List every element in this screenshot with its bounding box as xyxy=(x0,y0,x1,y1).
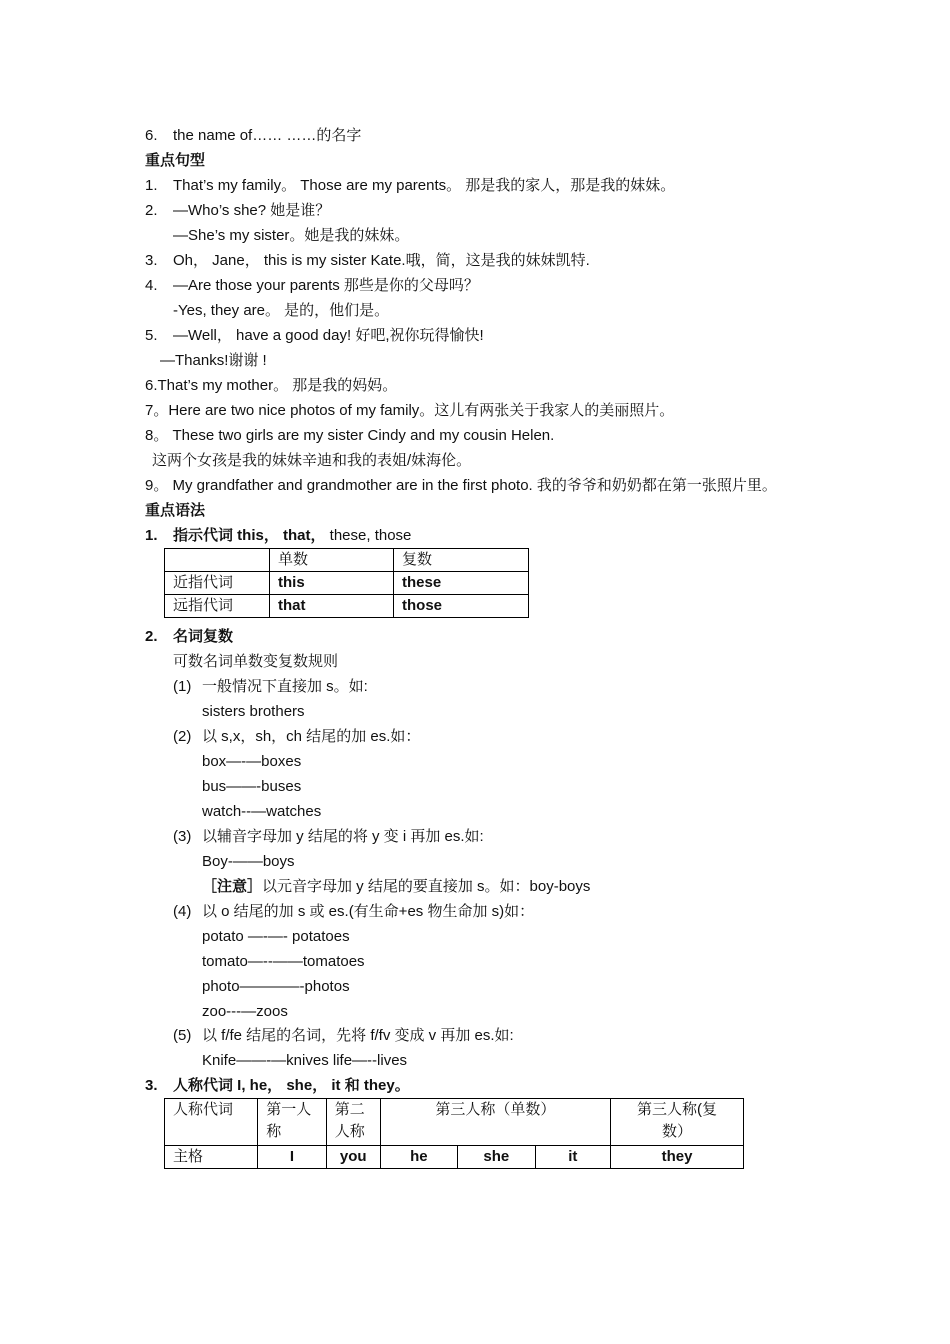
table-header-cell: 复数 xyxy=(394,549,529,572)
sentence-item: —Well， have a good day! 好吧,祝你玩得愉快! xyxy=(173,327,484,344)
list-number: 1. xyxy=(145,527,158,544)
sentence-item: 这两个女孩是我的妹妹辛迪和我的表姐/妹海伦。 xyxy=(152,452,472,469)
rule-text: 以 f/fe 结尾的名词，先将 f/fv 变成 v 再加 es.如: xyxy=(202,1027,514,1044)
table-cell: this xyxy=(270,572,394,595)
table-cell: he xyxy=(380,1146,457,1169)
rule-example: watch--—watches xyxy=(202,803,322,820)
rule-number: (5) xyxy=(173,1027,192,1044)
sentence-item: -Yes, they are。 是的，他们是。 xyxy=(173,302,390,319)
table-row-label: 远指代词 xyxy=(165,595,270,618)
list-number: 3. xyxy=(145,1077,158,1094)
table-cell: they xyxy=(611,1146,744,1169)
header-line: 人称 xyxy=(334,1123,365,1140)
rule-example: potato —-—- potatoes xyxy=(202,928,350,945)
section-heading-grammar: 重点语法 xyxy=(145,502,206,519)
list-number: 2. xyxy=(145,628,158,645)
rule-number: (2) xyxy=(173,728,192,745)
rule-text: 以 o 结尾的加 s 或 es.(有生命+es 物生命加 s)如： xyxy=(202,903,535,920)
header-line: 第一人 xyxy=(266,1101,312,1118)
grammar-point-title-rest: these, those xyxy=(329,527,412,544)
list-number: 3. xyxy=(145,252,158,269)
table-cell: those xyxy=(394,595,529,618)
table-cell: that xyxy=(270,595,394,618)
header-line: 数） xyxy=(662,1123,693,1140)
table-header-cell: 人称代词 xyxy=(165,1099,258,1146)
list-number: 5. xyxy=(145,327,158,344)
header-line: 称 xyxy=(266,1123,282,1140)
rule-number: (1) xyxy=(173,678,192,695)
header-line: 第三人称(复 xyxy=(637,1101,717,1118)
table-row-label: 主格 xyxy=(165,1146,258,1169)
rule-example: box—-—boxes xyxy=(202,753,302,770)
sentence-item: Oh， Jane， this is my sister Kate.哦，简，这是我的妹妹凯特. xyxy=(173,252,590,269)
table-header-cell xyxy=(258,1099,327,1146)
sentence-item: —Are those your parents 那些是你的父母吗？ xyxy=(173,277,479,294)
table-cell: she xyxy=(458,1146,536,1169)
list-number: 6. xyxy=(145,127,158,144)
personal-pronoun-table xyxy=(164,1098,744,1169)
list-number: 4. xyxy=(145,277,158,294)
rule-text: 一般情况下直接加 s。如: xyxy=(202,678,368,695)
section-heading-sentences: 重点句型 xyxy=(145,152,206,169)
table-cell: you xyxy=(326,1146,380,1169)
rule-example: Knife——-—knives life—--lives xyxy=(202,1052,408,1069)
rule-number: (4) xyxy=(173,903,192,920)
rule-example: photo————-photos xyxy=(202,978,350,995)
table-cell xyxy=(165,549,270,572)
grammar-point-title: 名词复数 xyxy=(173,628,234,645)
table-row-label: 近指代词 xyxy=(165,572,270,595)
rule-example: tomato—--——tomatoes xyxy=(202,953,365,970)
rule-example: sisters brothers xyxy=(202,703,305,720)
table-header-cell: 单数 xyxy=(270,549,394,572)
grammar-point-title-bold: 指示代词 this， that， xyxy=(173,527,330,544)
sentence-item: —Who’s she? 她是谁？ xyxy=(173,202,331,219)
grammar-intro: 可数名词单数变复数规则 xyxy=(173,653,339,670)
rule-text: 以 s,x，sh，ch 结尾的加 es.如： xyxy=(202,728,421,745)
table-header-cell xyxy=(326,1099,380,1146)
sentence-item: 8。 These two girls are my sister Cindy and my cousin Helen. xyxy=(145,427,555,444)
vocab-item: the name of…… ……的名字 xyxy=(173,127,362,144)
list-number: 1. xyxy=(145,177,158,194)
rule-text: 以辅音字母加 y 结尾的将 y 变 i 再加 es.如: xyxy=(202,828,484,845)
sentence-item: That’s my family。 Those are my parents。 那是我的家人，那是我的妹妹。 xyxy=(173,177,676,194)
rule-note-text: 以元音字母加 y 结尾的要直接加 s。如：boy-boys xyxy=(262,878,591,895)
table-cell: these xyxy=(394,572,529,595)
demonstrative-table xyxy=(164,548,529,618)
sentence-item: 9。 My grandfather and grandmother are in the first photo. 我的爷爷和奶奶都在第一张照片里。 xyxy=(145,477,777,494)
rule-example: zoo---—zoos xyxy=(202,1003,288,1020)
table-cell: I xyxy=(258,1146,327,1169)
rule-note-label: ［注意］ xyxy=(202,878,263,895)
grammar-point-title: 人称代词 I, he， she， it 和 they。 xyxy=(173,1077,410,1094)
rule-example: bus——-buses xyxy=(202,778,302,795)
rule-note xyxy=(202,877,590,897)
sentence-item: 7。Here are two nice photos of my family。这儿有两张关于我家人的美丽照片。 xyxy=(145,402,675,419)
table-cell: it xyxy=(535,1146,610,1169)
header-line: 第二 xyxy=(334,1101,365,1118)
table-header-cell xyxy=(611,1099,744,1146)
sentence-item: 6.That’s my mother。 那是我的妈妈。 xyxy=(145,377,398,394)
table-header-cell: 第三人称（单数） xyxy=(380,1099,610,1146)
sentence-item: —Thanks!谢谢 ! xyxy=(160,352,267,369)
sentence-item: —She’s my sister。她是我的妹妹。 xyxy=(173,227,410,244)
grammar-point-title xyxy=(173,526,411,546)
list-number: 2. xyxy=(145,202,158,219)
rule-number: (3) xyxy=(173,828,192,845)
rule-example: Boy-——boys xyxy=(202,853,295,870)
